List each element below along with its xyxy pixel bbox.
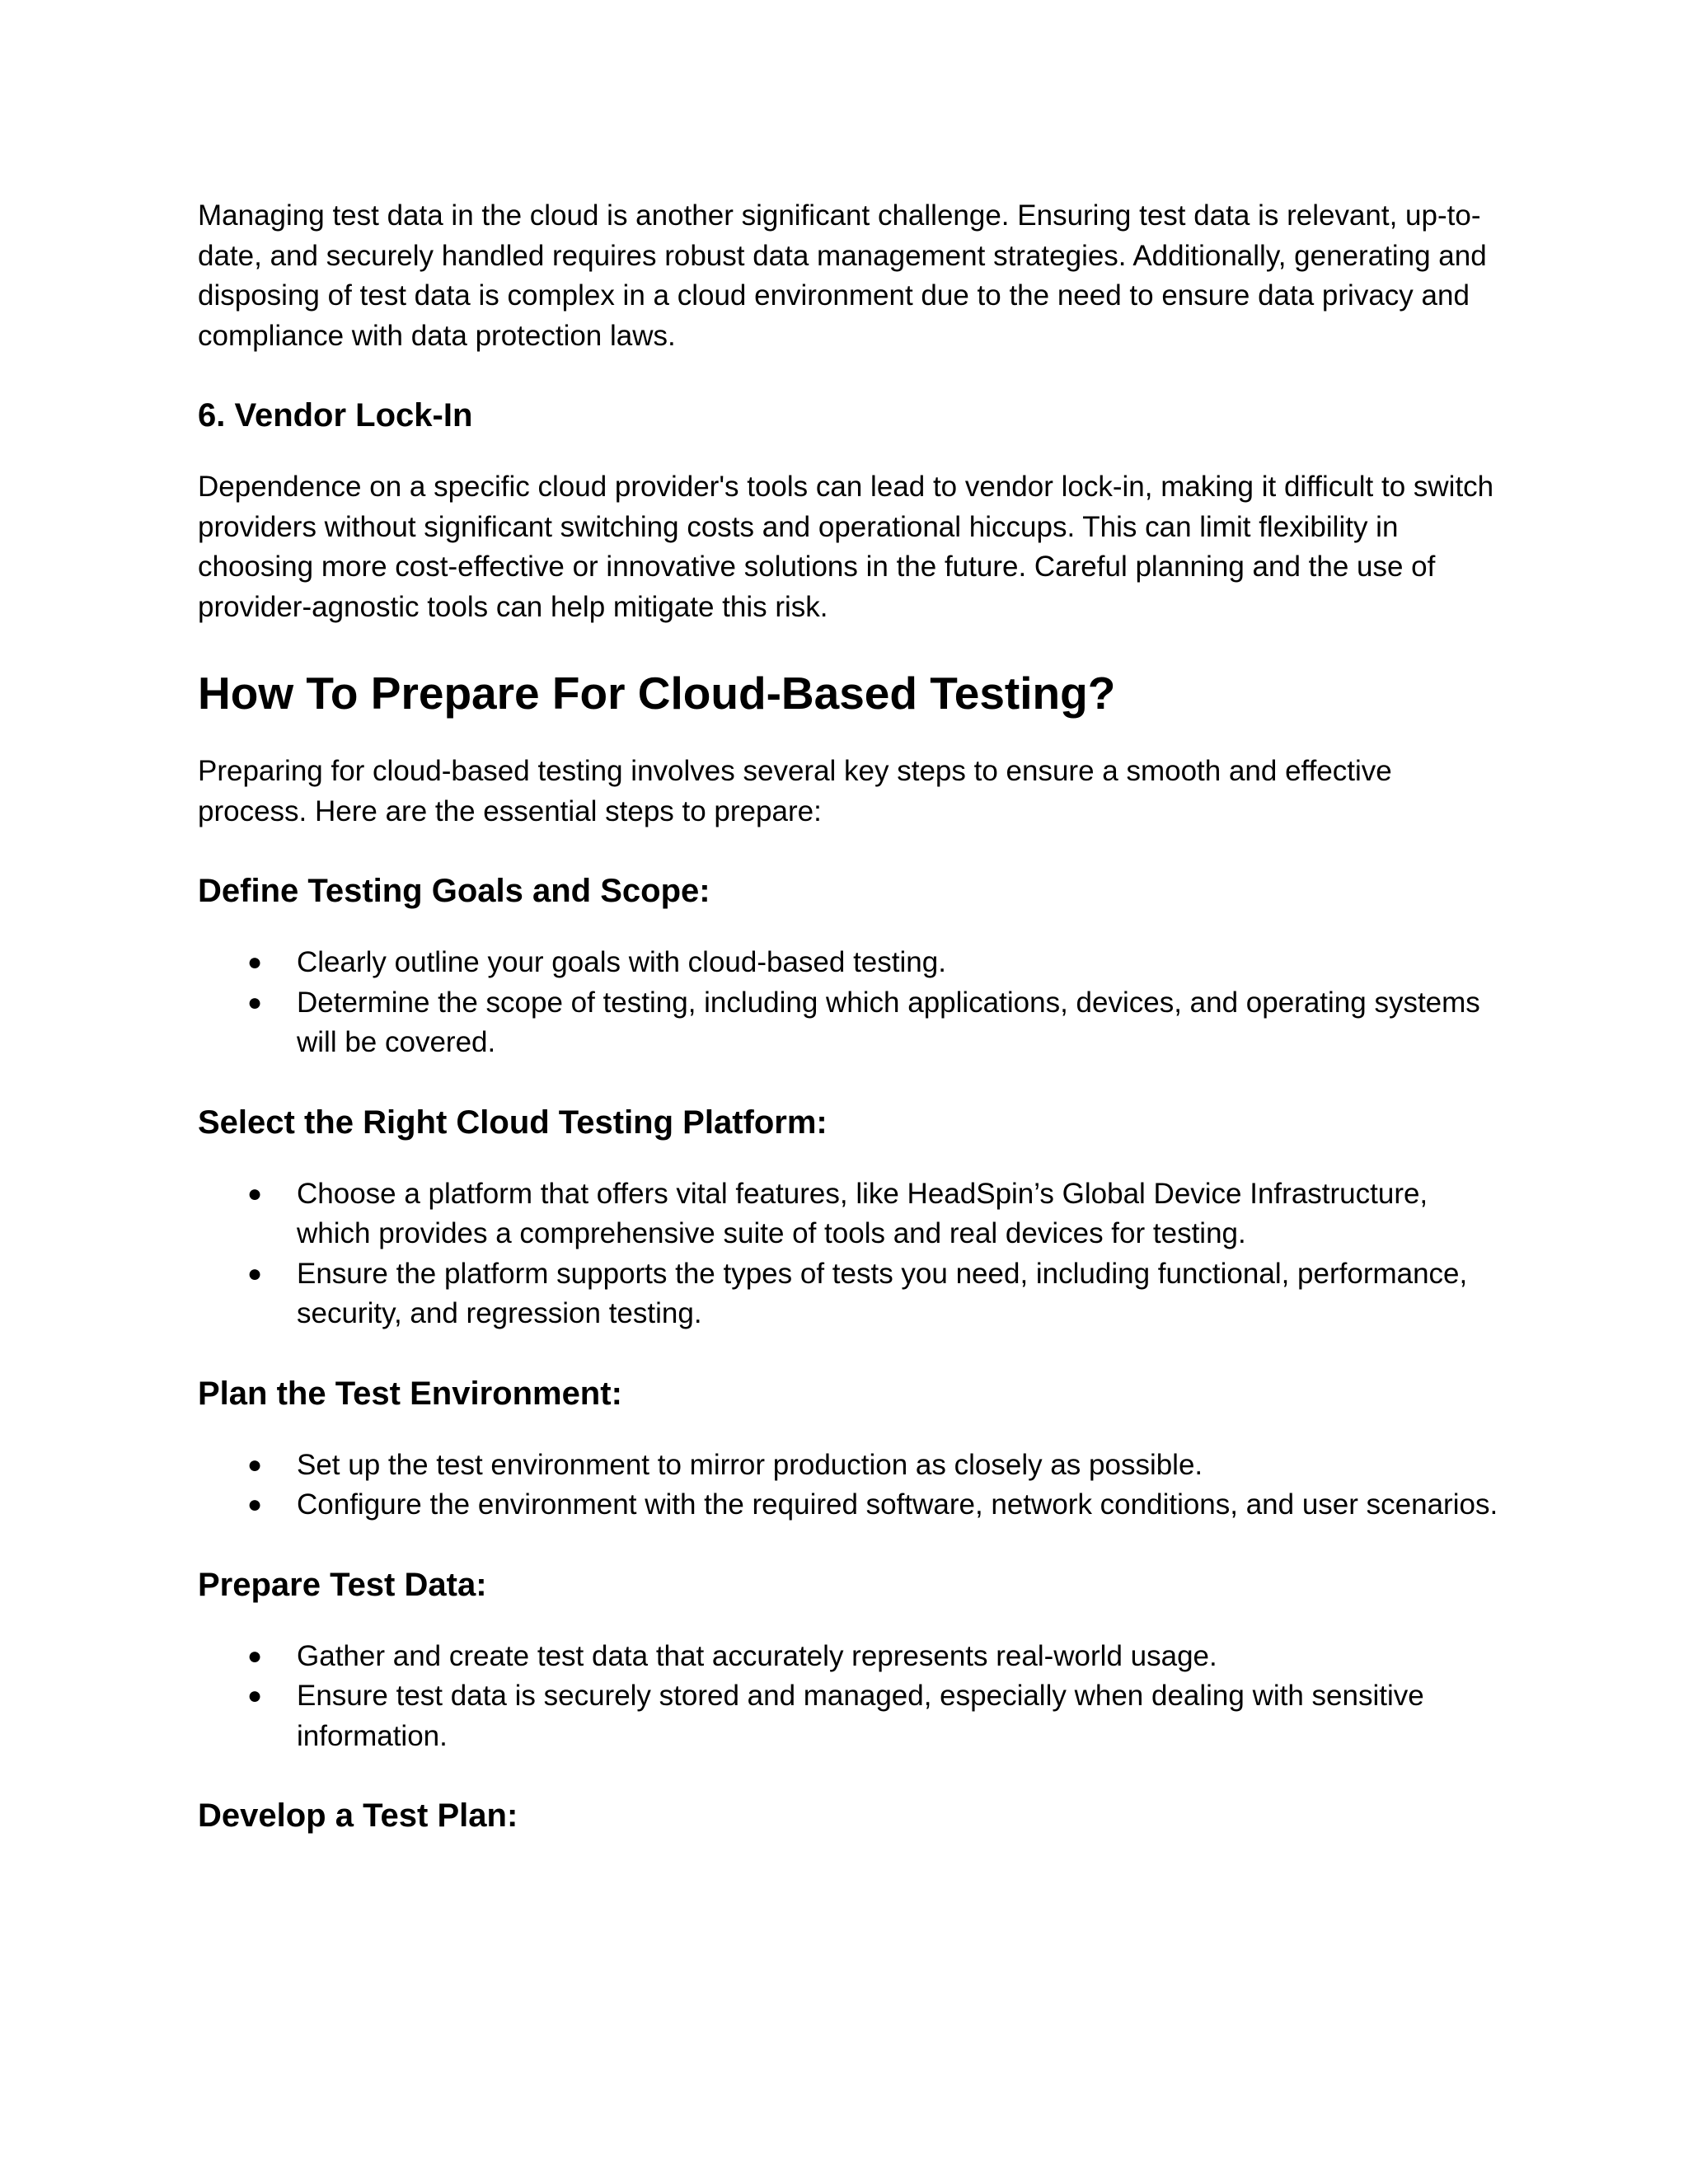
vendor-lock-in-heading: 6. Vendor Lock-In [198,397,473,434]
bullet-list-define-goals [198,943,1500,1063]
step-heading-develop-plan: Develop a Test Plan: [198,1797,518,1834]
list-item-text: Ensure the platform supports the types of tests you need, including functional, performance, security, and regression testing. [297,1257,1468,1329]
vendor-lock-in-paragraph: Dependence on a specific cloud provider's tools can lead to vendor lock-in, making it difficult to switch providers without significant switching costs and operational hiccups. This can limit flexibility in choosing more cost-effective or innovative solutions in the future. Careful planning and the use of provider-agnostic tools can help mitigate this risk. [198,471,1494,623]
list-item [198,1485,1500,1526]
bullet-icon: ● [247,1451,263,1479]
prepare-section-title: How To Prepare For Cloud-Based Testing? [198,668,1116,719]
step-heading-define-goals: Define Testing Goals and Scope: [198,873,710,909]
bullet-icon: ● [247,1491,263,1518]
list-item-text: Choose a platform that offers vital features, like HeadSpin’s Global Device Infrastructure, which provides a comprehensive suite of tools and real devices for testing. [297,1177,1428,1249]
list-item-text: Configure the environment with the required software, network conditions, and user scenarios. [297,1488,1498,1521]
list-item [198,983,1500,1063]
list-item [198,1446,1500,1486]
list-item-text: Clearly outline your goals with cloud-based testing. [297,946,946,978]
bullet-list-plan-environment [198,1446,1500,1526]
bullet-icon: ● [247,1259,263,1287]
document-page [198,196,1500,1836]
list-item [198,943,1500,983]
step-heading-prepare-data: Prepare Test Data: [198,1566,487,1603]
bullet-icon: ● [247,949,263,976]
prepare-intro-paragraph: Preparing for cloud-based testing involves several key steps to ensure a smooth and effective process. Here are the essential steps to prepare: [198,755,1392,827]
step-heading-plan-environment: Plan the Test Environment: [198,1375,622,1412]
bullet-icon: ● [247,1682,263,1709]
bullet-list-select-platform [198,1174,1500,1334]
list-item [198,1254,1500,1334]
bullet-icon: ● [247,1642,263,1670]
list-item-text: Ensure test data is securely stored and managed, especially when dealing with sensitive information. [297,1680,1424,1752]
list-item [198,1174,1500,1254]
bullet-icon: ● [247,988,263,1016]
list-item-text: Determine the scope of testing, including which applications, devices, and operating systems will be covered. [297,986,1480,1058]
step-heading-select-platform: Select the Right Cloud Testing Platform: [198,1104,828,1141]
list-item [198,1676,1500,1756]
bullet-list-prepare-data [198,1637,1500,1757]
list-item-text: Set up the test environment to mirror production as closely as possible. [297,1448,1203,1481]
list-item-text: Gather and create test data that accurately represents real-world usage. [297,1639,1217,1672]
list-item [198,1637,1500,1677]
intro-paragraph: Managing test data in the cloud is another significant challenge. Ensuring test data is relevant, up-to-date, and securely handled requires robust data management strategies. Additionally, generating and disposing of test data is complex in a cloud environment due to the need to ensure data privacy and compliance with data protection laws. [198,199,1487,352]
bullet-icon: ● [247,1179,263,1207]
